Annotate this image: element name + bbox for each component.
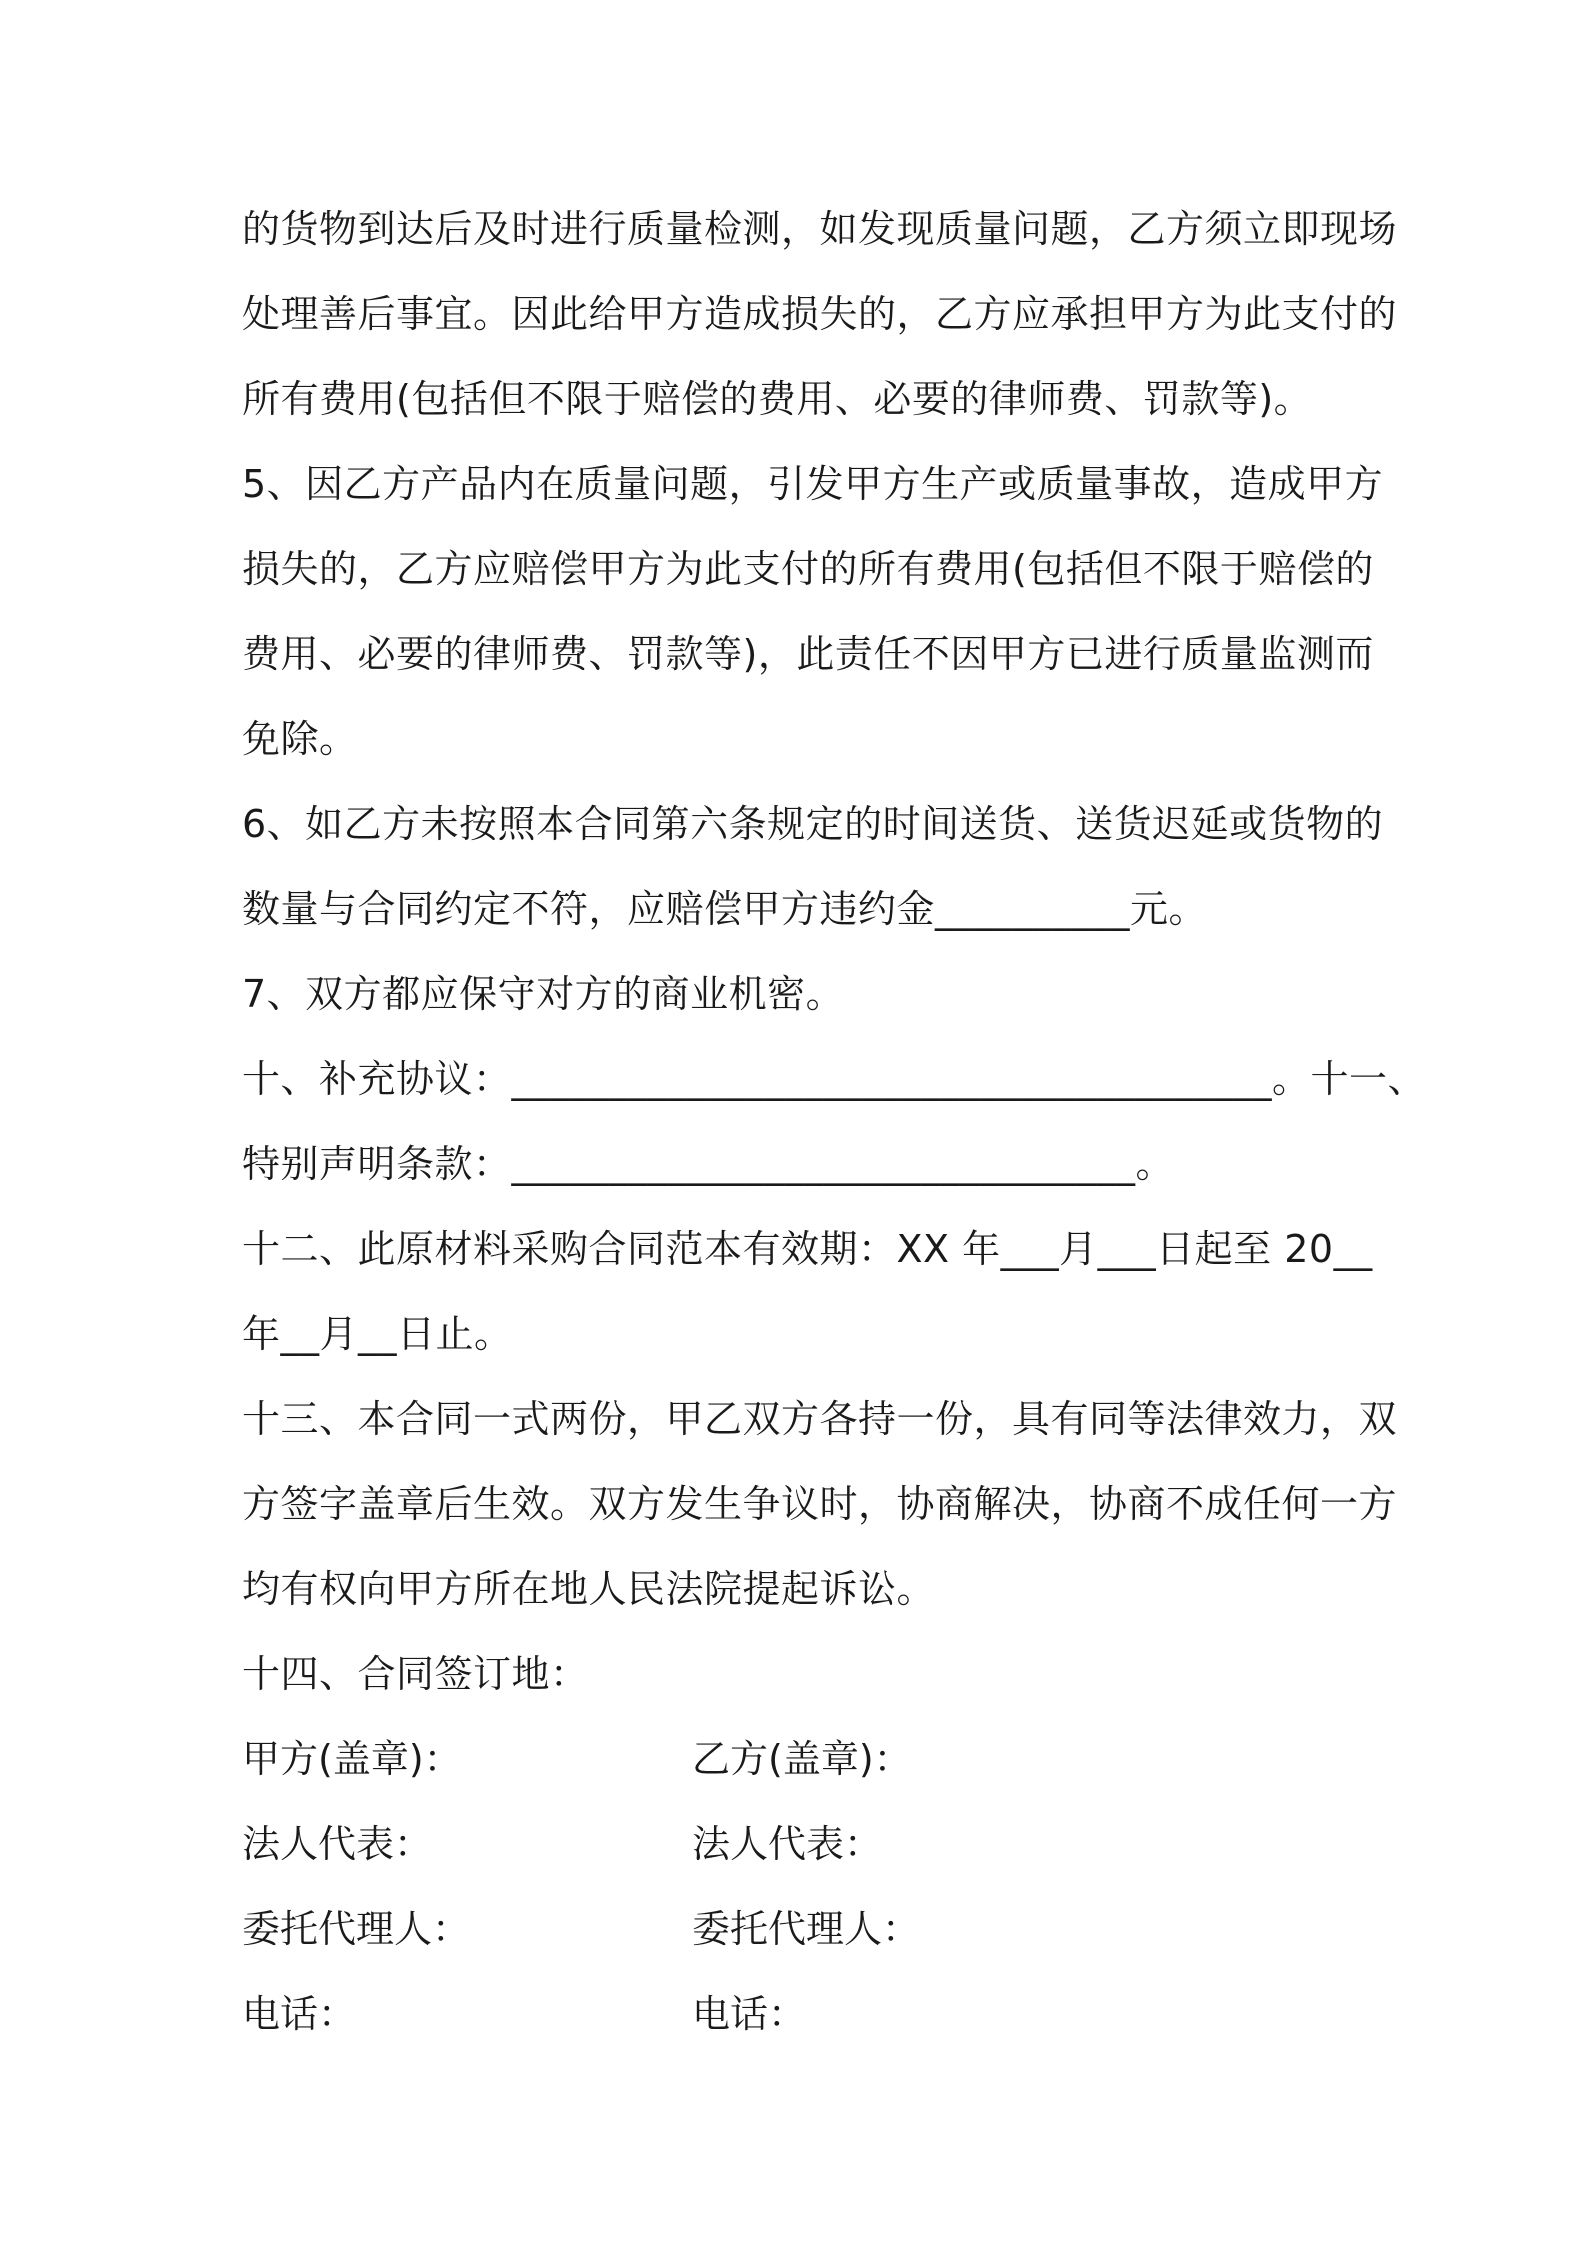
party-b-legal-rep-label: 法人代表： [692,1822,883,1866]
text-line-2: 处理善后事宜。因此给甲方造成损失的，乙方应承担甲方为此支付的 [242,292,1398,336]
clause-6-line-1: 6、如乙方未按照本合同第六条规定的时间送货、送货迟延或货物的 [242,802,1384,846]
clause-5-line-2: 损失的，乙方应赔偿甲方为此支付的所有费用(包括但不限于赔偿的 [242,547,1374,591]
party-a-agent-label: 委托代理人： [242,1907,471,1951]
section-10-11-line-1: 十、补充协议：_______________________________________。十一、 [242,1057,1427,1101]
text-line-3: 所有费用(包括但不限于赔偿的费用、必要的律师费、罚款等)。 [242,377,1313,421]
party-b-phone-label: 电话： [692,1992,807,2036]
party-b-seal-label: 乙方(盖章)： [692,1737,912,1781]
section-12-line-1: 十二、此原材料采购合同范本有效期：XX 年___月___日起至 20__ [242,1227,1373,1271]
section-13-line-1: 十三、本合同一式两份，甲乙双方各持一份，具有同等法律效力，双 [242,1397,1398,1441]
section-13-line-2: 方签字盖章后生效。双方发生争议时，协商解决，协商不成任何一方 [242,1482,1398,1526]
party-a-phone-label: 电话： [242,1992,357,2036]
party-a-legal-rep-label: 法人代表： [242,1822,433,1866]
clause-5-line-3: 费用、必要的律师费、罚款等)，此责任不因甲方已进行质量监测而 [242,632,1374,676]
clause-6-line-2: 数量与合同约定不符，应赔偿甲方违约金__________元。 [242,887,1208,931]
party-a-seal-label: 甲方(盖章)： [242,1737,462,1781]
party-b-agent-label: 委托代理人： [692,1907,921,1951]
clause-5-line-1: 5、因乙方产品内在质量问题，引发甲方生产或质量事故，造成甲方 [242,462,1384,506]
text-line-1: 的货物到达后及时进行质量检测，如发现质量问题，乙方须立即现场 [242,207,1398,251]
clause-5-line-4: 免除。 [242,717,358,761]
section-12-line-2: 年__月__日止。 [242,1312,513,1356]
section-13-line-3: 均有权向甲方所在地人民法院提起诉讼。 [242,1567,936,1611]
section-11-line-2: 特别声明条款：________________________________。 [242,1142,1175,1186]
clause-7: 7、双方都应保守对方的商业机密。 [242,972,845,1016]
section-14: 十四、合同签订地： [242,1652,589,1696]
